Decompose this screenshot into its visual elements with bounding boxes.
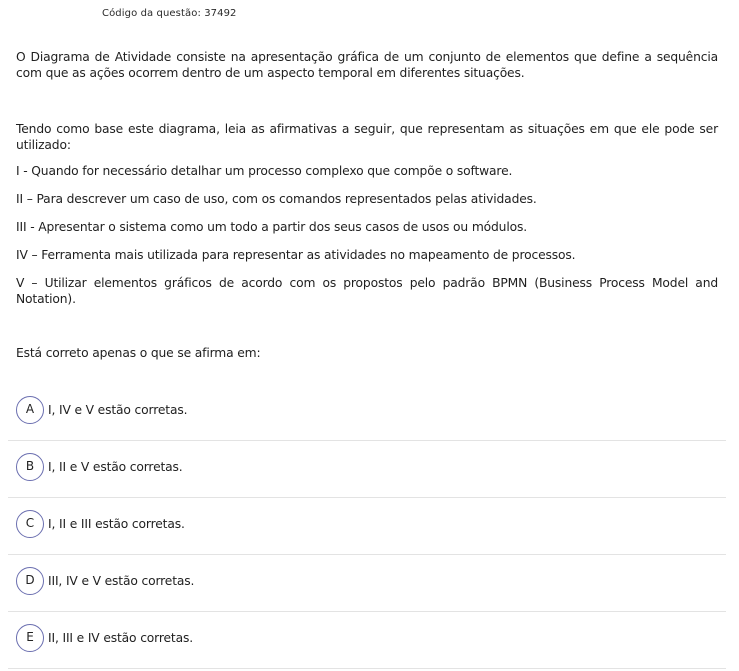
- statement-item: I - Quando for necessário detalhar um processo complexo que compõe o software.: [16, 164, 513, 178]
- statement-item: V – Utilizar elementos gráficos de acordo com os propostos pelo padrão BPMN (Business Process Model and Notation).: [16, 276, 718, 306]
- statement-item: IV – Ferramenta mais utilizada para representar as atividades no mapeamento de processos.: [16, 248, 576, 262]
- answer-option-d[interactable]: [8, 555, 726, 612]
- statement-item: II – Para descrever um caso de uso, com os comandos representados pelas atividades.: [16, 192, 537, 206]
- option-letter-badge[interactable]: D: [16, 567, 44, 595]
- option-text[interactable]: I, II e V estão corretas.: [48, 460, 183, 474]
- answer-option-a[interactable]: [8, 384, 726, 441]
- option-letter-badge[interactable]: B: [16, 453, 44, 481]
- option-text[interactable]: I, IV e V estão corretas.: [48, 403, 188, 417]
- question-code: Código da questão: 37492: [102, 8, 237, 19]
- question-intro: O Diagrama de Atividade consiste na apresentação gráfica de um conjunto de elementos que define a sequência com que as ações ocorrem dentro de um aspecto temporal em diferentes situações.: [16, 50, 718, 80]
- option-text[interactable]: II, III e IV estão corretas.: [48, 631, 193, 645]
- answer-option-b[interactable]: [8, 441, 726, 498]
- option-letter-badge[interactable]: E: [16, 624, 44, 652]
- option-text[interactable]: III, IV e V estão corretas.: [48, 574, 195, 588]
- option-text[interactable]: I, II e III estão corretas.: [48, 517, 185, 531]
- option-letter-badge[interactable]: A: [16, 396, 44, 424]
- answer-options: [8, 384, 726, 669]
- question-base-text: Tendo como base este diagrama, leia as afirmativas a seguir, que representam as situações em que ele pode ser utilizado:: [16, 122, 718, 152]
- question-prompt: Está correto apenas o que se afirma em:: [16, 346, 261, 360]
- statement-item: III - Apresentar o sistema como um todo a partir dos seus casos de usos ou módulos.: [16, 220, 527, 234]
- answer-option-e[interactable]: [8, 612, 726, 669]
- answer-option-c[interactable]: [8, 498, 726, 555]
- option-letter-badge[interactable]: C: [16, 510, 44, 538]
